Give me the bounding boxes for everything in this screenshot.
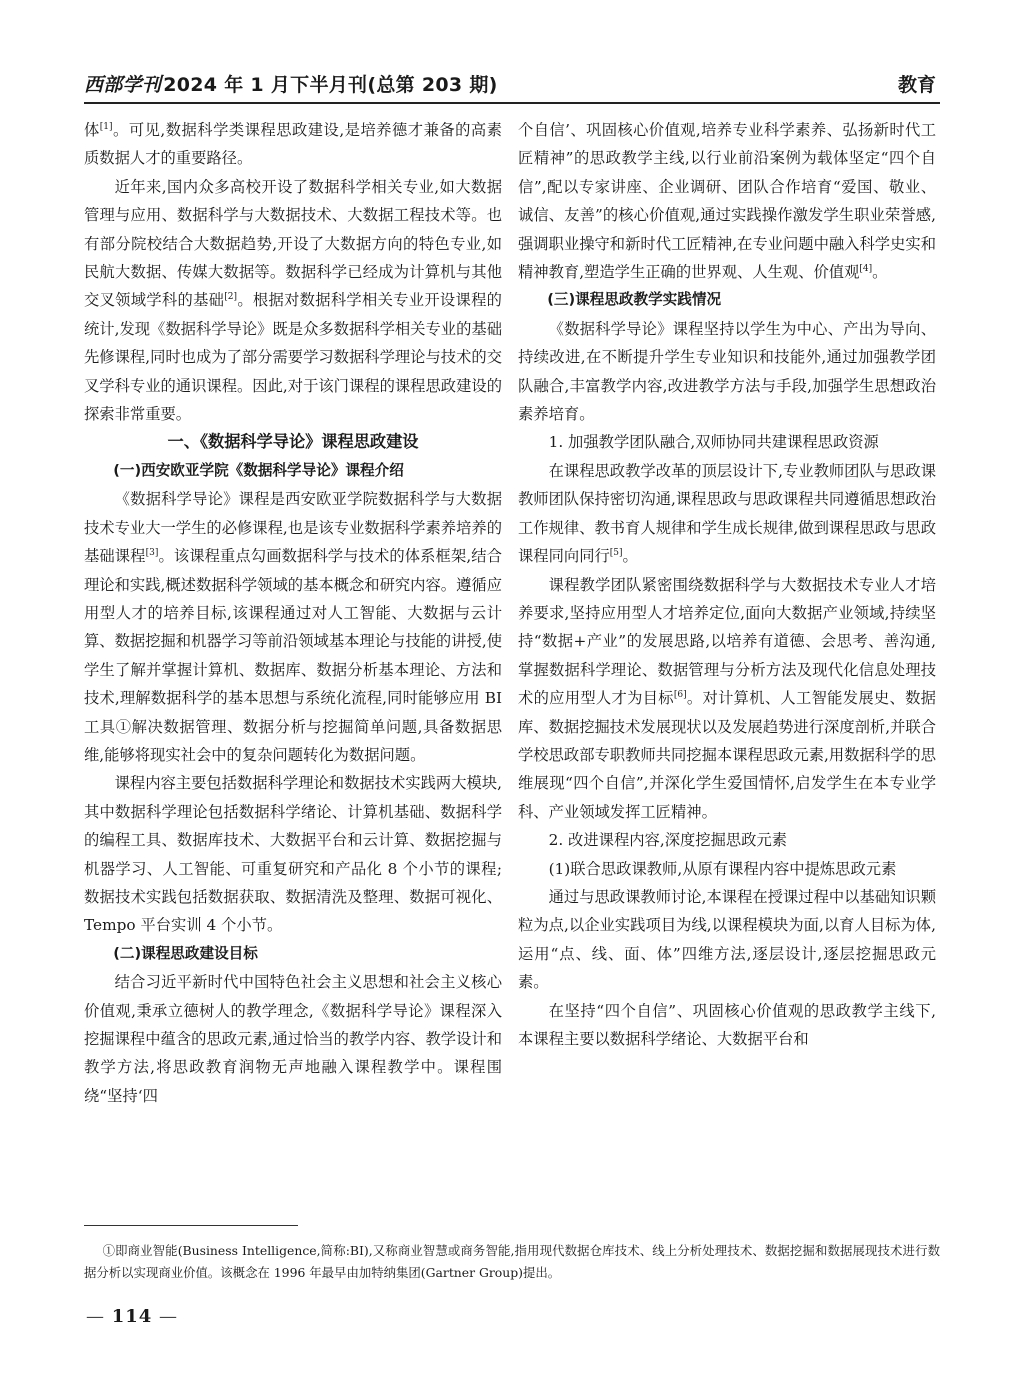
paragraph: [84, 116, 502, 173]
left-column: [84, 116, 502, 1110]
numbered-heading: 1. 加强教学团队融合,双师协同共建课程思政资源: [548, 433, 879, 452]
dash: —: [86, 1306, 112, 1327]
paragraph: 课程内容主要包括数据科学理论和数据技术实践两大模块,其中数据科学理论包括数据科学绪论、计算机基础、数据科学的编程工具、数据库技术、大数据平台和云计算、数据挖掘与机器学习、人工智能、可重复研究和产品化 8 个小节的课程;数据技术实践包括数据获取、数据清洗及整理、数据可视化、Tempo 平台实训 4 个小节。: [84, 774, 502, 935]
paragraph: [518, 116, 936, 286]
header-rule: [84, 102, 940, 104]
citation: [6]: [673, 690, 687, 701]
section-heading: 一、《数据科学导论》课程思政建设: [167, 432, 419, 452]
section-label: 教育: [897, 74, 936, 96]
citation: [4]: [859, 264, 873, 275]
text: 。: [872, 263, 888, 282]
text: 课程教学团队紧密围绕数据科学与大数据技术专业人才培养要求,坚持应用型人才培养定位,面向大数据产业领域,持续坚持“数据+产业”的发展思路,以培养有道德、会思考、善沟通,掌握数据科学理论、数据管理与分析方法及现代化信息处理技术的应用型人才为目标: [518, 575, 936, 708]
page-number: [86, 1306, 178, 1327]
citation: [1]: [99, 122, 113, 132]
numbered-heading: (1)联合思政课教师,从原有课程内容中提炼思政元素: [548, 859, 897, 878]
paragraph: [518, 571, 936, 827]
page-header: [84, 62, 940, 102]
page-number-value: 114: [111, 1306, 153, 1327]
citation: [3]: [145, 548, 159, 559]
text: 体: [84, 121, 100, 139]
text: 《数据科学导论》课程是西安欧亚学院数据科学与大数据技术专业大一学生的必修课程,也是该专业数据科学素养培养的基础课程: [84, 490, 502, 566]
subsection-heading: (三)课程思政教学实践情况: [547, 291, 722, 309]
journal-logo: 西部学刊: [84, 74, 162, 96]
paragraph: [84, 173, 502, 429]
journal-issue: 2024 年 1 月下半月刊(总第 203 期): [163, 74, 498, 96]
paragraph: 《数据科学导论》课程坚持以学生为中心、产出为导向、持续改进,在不断提升学生专业知识和技能外,通过加强教学团队融合,丰富教学内容,改进教学方法与手段,加强学生思想政治素养培育。: [518, 319, 936, 424]
citation: [5]: [609, 548, 623, 559]
text: 。该课程重点勾画数据科学与技术的体系框架,结合理论和实践,概述数据科学领域的基本概念和研究内容。遵循应用型人才的培养目标,该课程通过对人工智能、大数据与云计算、数据挖掘和机器学习等前沿领域基本理论与技能的讲授,使学生了解并掌握计算机、数据库、数据分析基本理论、方法和技术,理解数据科学的基本思想与系统化流程,同时能够应用 BI 工具①解决数据管理、数据分析与挖掘简单问题,具备数据思维,能够将现实社会中的复杂问题转化为数据问题。: [84, 547, 502, 764]
text: 。对计算机、人工智能发展史、数据库、数据挖掘技术发展现状以及发展趋势进行深度剖析,并联合学校思政部专职教师共同挖掘本课程思政元素,用数据科学的思维展现“四个自信”,并深化学生爱国情怀,启发学生在本专业学科、产业领域发挥工匠精神。: [518, 689, 936, 821]
right-column: [518, 116, 936, 1053]
footnote-rule: [84, 1225, 298, 1226]
subsection-heading: (二)课程思政建设目标: [113, 944, 258, 962]
citation: [2]: [224, 292, 238, 303]
paragraph: 通过与思政课教师讨论,本课程在授课过程中以基础知识颗粒为点,以企业实践项目为线,以课程模块为面,以育人目标为体,运用“点、线、面、体”四维方法,逐层设计,逐层挖掘思政元素。: [518, 887, 936, 992]
footnote: ①即商业智能(Business Intelligence,简称:BI),又称商业智慧或商务智能,指用现代数据仓库技术、线上分析处理技术、数据挖掘和数据展现技术进行数据分析以实现商业价值。该概念在 1996 年最早由加特纳集团(Gartner Group)提出。: [84, 1243, 940, 1280]
dash: —: [152, 1306, 179, 1327]
subsection-heading: (一)西安欧亚学院《数据科学导论》课程介绍: [113, 461, 404, 479]
text: 。根据对数据科学相关专业开设课程的统计,发现《数据科学导论》既是众多数据科学相关专业的基础先修课程,同时也成为了部分需要学习数据科学理论与技术的交叉学科专业的通识课程。因此,对于该门课程的课程思政建设的探索非常重要。: [84, 291, 502, 424]
paragraph: [84, 485, 502, 769]
text: 近年来,国内众多高校开设了数据科学相关专业,如大数据管理与应用、数据科学与大数据技术、大数据工程技术等。也有部分院校结合大数据趋势,开设了大数据方向的特色专业,如民航大数据、传媒大数据等。数据科学已经成为计算机与其他交叉领域学科的基础: [84, 177, 502, 310]
paragraph: 在坚持“四个自信”、巩固核心价值观的思政教学主线下,本课程主要以数据科学绪论、大数据平台和: [518, 1001, 936, 1048]
journal-title: [84, 70, 498, 97]
text: 在课程思政教学改革的顶层设计下,专业教师团队与思政课教师团队保持密切沟通,课程思政与思政课程共同遵循思想政治工作规律、教书育人规律和学生成长规律,做到课程思政与思政课程同向同行: [518, 461, 936, 566]
text: 个自信’、巩固核心价值观,培养专业科学素养、弘扬新时代工匠精神”的思政教学主线,以行业前沿案例为载体坚定“四个自信”,配以专家讲座、企业调研、团队合作培育“爱国、敬业、诚信、友善”的核心价值观,通过实践操作激发学生职业荣誉感,强调职业操守和新时代工匠精神,在专业问题中融入科学史实和精神教育,塑造学生正确的世界观、人生观、价值观: [518, 121, 936, 282]
text: 。可见,数据科学类课程思政建设,是培养德才兼备的高素质数据人才的重要路径。: [84, 121, 502, 168]
text: 。: [622, 547, 638, 566]
numbered-heading: 2. 改进课程内容,深度挖掘思政元素: [548, 831, 788, 850]
paragraph: 结合习近平新时代中国特色社会主义思想和社会主义核心价值观,秉承立德树人的教学理念,《数据科学导论》课程深入挖掘课程中蕴含的思政元素,通过恰当的教学内容、教学设计和教学方法,将思政教育润物无声地融入课程教学中。课程围绕“坚持‘四: [84, 973, 502, 1105]
paragraph: [518, 457, 936, 571]
